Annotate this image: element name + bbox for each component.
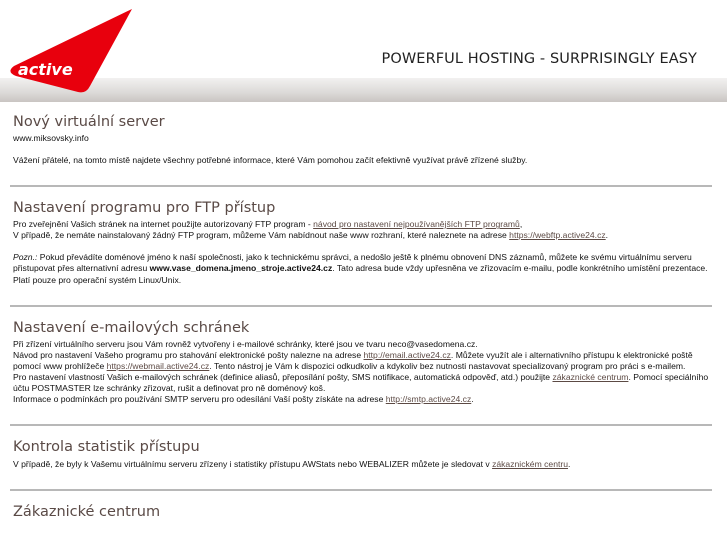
email-text: Pro nastavení vlastností Vašich e-mailových schránek (definice aliasů, přeposílání pošty, SMS notifikace, automatická odpověď, atd.) použijte (13, 371, 553, 382)
punct: . (605, 230, 609, 241)
active24-logo[interactable] (8, 8, 134, 94)
main-content (13, 113, 713, 522)
stats-text: V případě, že byly k Vašemu virtuálnímu serveru zřízeny i statistiky přístupu AWStats nebo WEBALIZER můžete je sledovat v (13, 459, 493, 470)
email-paragraph (13, 339, 713, 406)
section-email (13, 319, 713, 406)
email-text: Návod pro nastavení Vašeho programu pro stahování elektronické pošty nalezne na adrese (13, 349, 364, 360)
section-title: Kontrola statistik přístupu (13, 439, 200, 456)
intro-text: Vážení přátelé, na tomto místě najdete všechny potřebné informace, které Vám pomohou začít efektivně využívat právě zřízené služby. (13, 155, 528, 166)
punct: . (568, 459, 571, 470)
alt-address: www.vase_domena.jmeno_stroje.active24.cz (149, 263, 333, 274)
email-text: Při zřízení virtuálního serveru jsou Vám rovněž vytvořeny i e-mailové schránky, které jsou ve tvaru neco@vasedomena.cz. (13, 338, 478, 349)
note-text: . Tato adresa bude vždy upřesněna ve zřizovacím e-mailu, podle konkrétního umístění prezentace. Platí pouze pro operační systém Linux/Unix. (13, 263, 708, 285)
email-text: . Můžete využít ale i alternativního přístupu k elektronické poště pomocí www prohlížeče (13, 349, 693, 371)
logo-wordmark: active (18, 60, 73, 79)
smtp-link[interactable]: http://smtp.active24.cz (385, 394, 472, 405)
section-title: Nastavení e-mailových schránek (13, 319, 250, 336)
logo-24: 24 (76, 64, 93, 78)
ftp-text: V případě, že nemáte nainstalovaný žádný FTP program, můžeme Vám nabídnout naše www rozhraní, které naleznete na adrese (13, 230, 510, 241)
section-title: Nový virtuální server (13, 114, 165, 130)
note-text: Pokud převádíte doménové jméno k naší společnosti, jako k technickému správci, a nedošlo ještě k plnému obnovení DNS záznamů, můžete ke svému virtuálnímu serveru přistupovat přes alternativní adresu (13, 252, 692, 274)
section-ftp (13, 199, 713, 285)
email-text: Informace o podmínkách pro používání SMTP serveru pro odesílání Vaší pošty získáte na adrese (13, 394, 386, 405)
punct: . (471, 394, 474, 405)
ftp-text: Pro zveřejnění Vašich stránek na internet použijte autorizovaný FTP program - (13, 219, 314, 230)
logo-triangle (10, 9, 132, 92)
ftp-paragraph (13, 219, 713, 241)
section-new-server (13, 113, 713, 166)
stats-customer-center-link[interactable]: zákaznickém centru (492, 459, 569, 470)
webftp-link[interactable]: https://webftp.active24.cz (509, 230, 606, 241)
email-text: . Tento nástroj je Vám k dispozici odkudkoliv a kdykoliv bez nutnosti nastavovat specializovaný program pro práci s e-mailem. (209, 360, 686, 371)
webmail-link[interactable]: https://webmail.active24.cz (106, 360, 210, 371)
punct: , (519, 219, 523, 230)
stats-paragraph (13, 459, 713, 470)
site-header (0, 0, 727, 103)
section-stats (13, 438, 713, 470)
section-title: Nastavení programu pro FTP přístup (13, 200, 276, 217)
server-domain: www.miksovsky.info (13, 133, 89, 143)
ftp-note (13, 252, 713, 285)
ftp-guide-link[interactable]: návod pro nastavení nejpoužívanějších FTP programů (313, 219, 520, 230)
email-text: . Pomocí speciálního účtu POSTMASTER lze schránky zřizovat, rušit a definovat pro ně doménový koš. (13, 371, 709, 394)
section-customer-center (13, 503, 713, 522)
customer-center-link[interactable]: zákaznické centrum (552, 371, 629, 382)
header-tagline: POWERFUL HOSTING - SURPRISINGLY EASY (381, 51, 697, 67)
section-title: Zákaznické centrum (13, 504, 161, 521)
note-label: Pozn.: (13, 252, 38, 263)
email-guide-link[interactable]: http://email.active24.cz (363, 349, 451, 360)
